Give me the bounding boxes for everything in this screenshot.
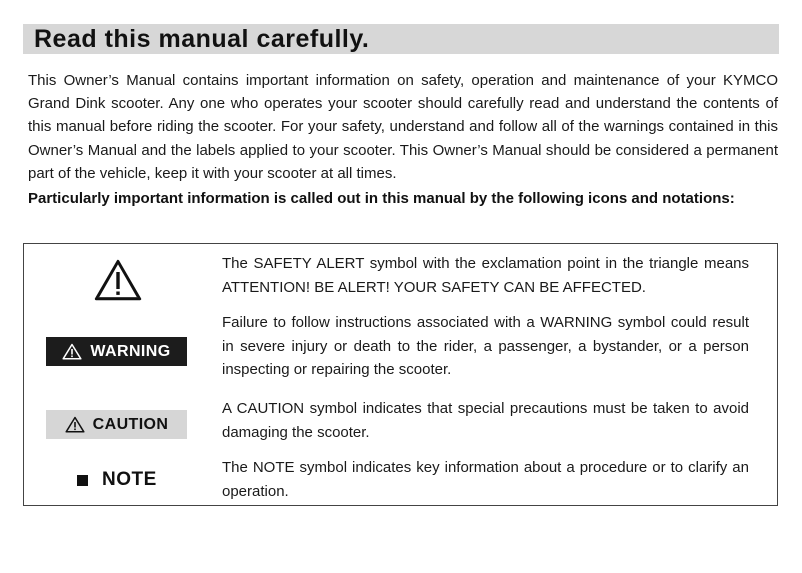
notation-table [23, 243, 778, 506]
intro-paragraph: This Owner’s Manual contains important information on safety, operation and maintenance of your KYMCO Grand Dink scooter. Any one who operates your scooter should carefully read and understand the contents of this manual before riding the scooter. For your safety, understand and follow all of the warnings contained in this Owner’s Manual and the labels applied to your scooter. This Owner’s Manual should be considered a permanent part of the vehicle, keep it with your scooter at all times. [28, 72, 778, 182]
square-bullet-icon [77, 475, 88, 486]
caution-label: CAUTION [92, 415, 169, 433]
intro-emphasis: Particularly important information is called out in this manual by the following icons and notations: [28, 190, 735, 207]
title-bar [23, 24, 779, 54]
note-marker [77, 469, 157, 491]
safety-alert-triangle-icon [93, 258, 143, 302]
warning-badge [46, 337, 187, 366]
warning-description: Failure to follow instructions associated with a WARNING symbol could result in severe injury or death to the rider, a passenger, a bystander, or a person inspecting or repairing the scooter. [222, 314, 749, 378]
caution-badge [46, 410, 187, 439]
page-title: Read this manual carefully. [34, 25, 370, 53]
note-label: NOTE [102, 469, 157, 490]
caution-description: A CAUTION symbol indicates that special precautions must be taken to avoid damaging the scooter. [222, 400, 749, 441]
note-description: The NOTE symbol indicates key information about a procedure or to clarify an operation. [222, 459, 749, 500]
safety-alert-description: The SAFETY ALERT symbol with the exclamation point in the triangle means ATTENTION! BE ALERT! YOUR SAFETY CAN BE AFFECTED. [222, 255, 749, 296]
warning-label: WARNING [90, 342, 171, 360]
warning-triangle-icon [62, 343, 82, 360]
caution-triangle-icon [65, 416, 85, 433]
